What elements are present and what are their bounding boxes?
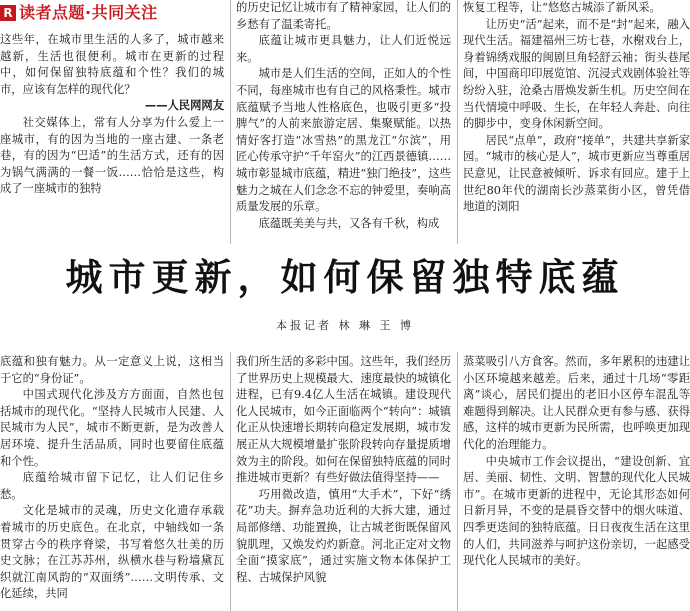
column-1-top xyxy=(0,2,224,242)
column-divider xyxy=(457,352,458,611)
paragraph: 底蕴让城市更具魅力，让人们近悦远来。 xyxy=(236,34,451,64)
paragraph: 巧用微改造，慎用“大手术”，下好“绣花”功夫。摒弃急功近利的大拆大建，通过局部修缮、功能置换，让古城老街既保留风貌肌理，又焕发灼灼新意。河北正定对文物全面“摸家底”，通过实施文物本体保护工程、古城保护风貌 xyxy=(236,487,451,584)
column-3-top xyxy=(463,0,690,242)
paragraph: 底蕴既美美与共，又各有千秋，构成 xyxy=(258,216,440,230)
preface-signature: ——人民网网友 xyxy=(144,99,224,113)
paragraph: 城市是人们生活的空间，正如人的个性不同，每座城市也有自己的风格秉性。城市底蕴赋予当地人性格底色，也吸引更多“投脾气”的人前来旅游定居、集聚赋能。以热情好客打造“冰雪热”的黑龙江“尔滨”，用匠心传承守护“千年窑火”的江西景德镇……城市彰显城市底蕴，精进“独门绝技”，这些魅力之城在人们念念不忘的钟爱里，奏响高质量发展的乐章。 xyxy=(236,67,451,214)
section-mark-icon: R xyxy=(0,5,16,21)
paragraph: 社交媒体上，常有人分享为什么爱上一座城市，有的因为当地的一座古建、一条老巷，有的因为“巴适”的生活方式，还有的因为锅气满满的一餐一饭……恰恰是这些，构成了一座城市的独特 xyxy=(0,115,224,196)
paragraph: 中国式现代化涉及方方面面，自然也包括城市的现代化。“坚持人民城市人民建、人民城市为人民”，城市不断更新，是为改善人居环境、提升生活品质，同时也要留住底蕴和个性。 xyxy=(0,388,224,468)
section-title: 读者点题·共同关注 xyxy=(19,2,158,22)
paragraph: 的历史记忆让城市有了精神家园，让人们的乡愁有了温柔寄托。 xyxy=(236,1,451,31)
byline: 本报记者 林 琳 王 博 xyxy=(276,319,414,332)
paragraph: 居民“点单”，政府“接单”，共建共享新家园。“城市的核心是人”，城市更新应当尊重居民意见，让民意被倾听、诉求有回应。建于上世纪80年代的湖南长沙蒸菜街小区，曾凭借地道的浏阳 xyxy=(463,133,690,214)
section-header xyxy=(0,2,224,24)
column-divider xyxy=(230,352,231,611)
paragraph: 底蕴和独有魅力。从一定意义上说，这相当于它的“身份证”。 xyxy=(0,355,224,385)
paragraph: 我们所生活的多彩中国。这些年，我们经历了世界历史上规模最大、速度最快的城镇化进程，已有9.4亿人生活在城镇。建设现代化人民城市，如今正面临两个“转向”：城镇化正从快速增长期转向稳定发展期，城市发展正从大规模增量扩张阶段转向存量提质增效为主的阶段。如何在保留独特底蕴的同时推进城市更新？有些好做法值得坚持—— xyxy=(236,355,451,485)
column-2-top xyxy=(236,0,451,242)
column-divider xyxy=(457,0,458,244)
paragraph: 蒸菜吸引八方食客。然而，多年累积的违建让小区环境越来越差。后来，通过十几场“零距离”谈心，居民们提出的老旧小区停车混乱等难题得到解决。让人民群众更有参与感、获得感，这样的城市更新为民所需，也呼唤更加现代化的治理能力。 xyxy=(463,355,690,451)
paragraph: 文化是城市的灵魂，历史文化遗存承载着城市的历史底色。在北京，中轴线如一条贯穿古今的秩序脊梁，书写着悠久壮美的历史文脉；在江苏苏州，纵横水巷与粉墙黛瓦织就江南风韵的“双面绣”……文明传承、文化延续，共同 xyxy=(0,504,224,601)
paragraph: 恢复工程等，让“悠悠古城添了新风采。 xyxy=(463,1,661,14)
column-divider xyxy=(230,0,231,244)
paragraph: 底蕴给城市留下记忆，让人们记住乡愁。 xyxy=(0,471,224,501)
paragraph: 中央城市工作会议提出，“建设创新、宜居、美丽、韧性、文明、智慧的现代化人民城市”。在城市更新的进程中，无论其形态如何日新月异，不变的是晨昏交替中的烟火味道、四季更迭间的独特底蕴。日日夜夜生活在这里的人们，共同滋养与呵护这份亲切，一起感受现代化人民城市的美好。 xyxy=(463,454,690,568)
paragraph: 让历史“活”起来，而不是“封”起来，融入现代生活。福建福州三坊七巷，水榭戏台上，身着锦绣戏服的闽剧旦角轻舒云袖；街头巷尾间，中国商印印展览馆、沉浸式戏剧体验社等纷纷入驻，沧桑古厝焕发新生机。历史空间在当代情境中呼吸、生长，在年轻人奔赴、向往的脚步中，变身休闲新空间。 xyxy=(463,17,690,131)
headline: 城市更新，如何保留独特底蕴 xyxy=(65,256,625,299)
column-1-bottom xyxy=(0,354,224,611)
column-2-bottom xyxy=(236,354,451,611)
preface-text: 这些年，在城市里生活的人多了，城市越来越新，生活也很便利。城市在更新的过程中，如何保留独特底蕴和个性？我们的城市，应该有怎样的现代化？ xyxy=(0,33,224,96)
column-3-bottom xyxy=(463,354,690,611)
